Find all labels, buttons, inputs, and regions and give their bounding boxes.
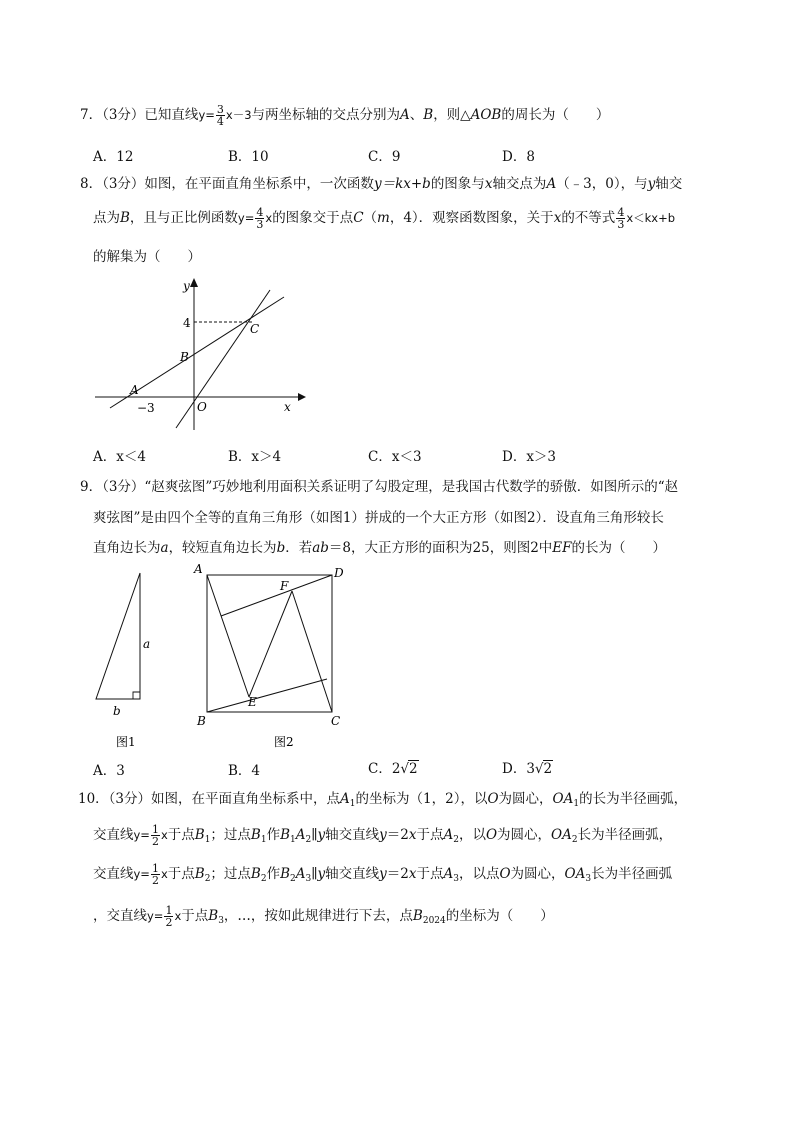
q9-figure-2 xyxy=(185,560,355,755)
q8-label-4: 4 xyxy=(183,316,191,330)
q9-segment-af xyxy=(207,575,249,697)
q8-label-c: C xyxy=(250,322,260,336)
q7-stem: 7．（3分）已知直线y= $\frac{3}{4}$ x－3与两坐标轴的交点分别为A、B，则△AOB的周长为（ ） xyxy=(80,103,610,128)
q8-x-arrow xyxy=(298,393,306,401)
q8-fraction: $\frac{4}{3}$ xyxy=(256,206,264,231)
q7-option-b[interactable]: B．10 xyxy=(228,149,269,165)
q9-fig2-label-d: D xyxy=(334,566,344,580)
q7-eq-rest: x－3 xyxy=(225,108,252,122)
q9-option-d-sqrt-icon: √ xyxy=(534,761,544,777)
q9-option-c-sqrt-icon: √ xyxy=(400,761,410,777)
q8-label-b: B xyxy=(180,350,189,364)
q10-stem-line1: 10．（3分）如图，在平面直角坐标系中，点$A_1$的坐标为（1，2），以O为圆心，$OA_1$的长为半径画弧， xyxy=(78,791,688,809)
q9-stem-line2: 爽弦图”是由四个全等的直角三角形（如图1）拼成的一个大正方形（如图2）．设直角三角形较长 xyxy=(93,510,664,526)
q8-y-arrow xyxy=(190,278,198,287)
q8-label-x: x xyxy=(284,400,291,414)
q9-segment-dh xyxy=(221,575,332,616)
q8-option-c[interactable]: C．x＜3 xyxy=(368,449,422,465)
q7-option-c[interactable]: C．9 xyxy=(368,149,401,165)
q8-label-o: O xyxy=(197,400,207,414)
q9-option-b[interactable]: B．4 xyxy=(228,763,261,779)
q8-line-4-3x xyxy=(176,290,270,428)
q7-option-d[interactable]: D．8 xyxy=(502,149,535,165)
q9-big-square xyxy=(207,575,332,712)
q9-option-a[interactable]: A．3 xyxy=(93,763,125,779)
q8-label-neg3: −3 xyxy=(137,401,155,415)
q7-eq-y: y= xyxy=(198,108,215,122)
q10-stem-line2: 交直线y= $\frac{1}{2}$ x于点$B_1$；过点$B_1$作$B_1A_2\parallel y$轴交直线y＝2x于点$A_2$，以O为圆心，$OA_2$长为半径画弧， xyxy=(93,823,673,848)
q10-stem-line3: 交直线y= $\frac{1}{2}$ x于点$B_2$；过点$B_2$作$B_2A_3\parallel y$轴交直线y＝2x于点$A_3$，以点O为圆心，$OA_3$长为半径画弧 xyxy=(93,862,673,887)
q8-option-b[interactable]: B．x＞4 xyxy=(228,449,282,465)
q9-segment-ef xyxy=(249,591,292,697)
q9-right-triangle xyxy=(96,573,140,699)
q8-label-a: A xyxy=(130,383,139,397)
q8-stem-line3: 的解集为（ ） xyxy=(93,249,201,265)
q9-stem-line1: 9．（3分）“赵爽弦图”巧妙地利用面积关系证明了勾股定理，是我国古代数学的骄傲．如图所示的“赵 xyxy=(80,479,679,495)
q10-stem-line4: ，交直线y= $\frac{1}{2}$ x于点$B_3$，…，按如此规律进行下去，点$B_{2024}$的坐标为（ ） xyxy=(93,904,554,929)
q9-option-d[interactable]: D．3√2 xyxy=(502,761,553,777)
q7-option-a[interactable]: A．12 xyxy=(93,149,134,165)
q10-fraction-1: $\frac{1}{2}$ xyxy=(151,823,159,848)
q8-graph xyxy=(90,275,310,435)
q9-fig2-label-a: A xyxy=(194,562,203,576)
q9-segment-cd xyxy=(292,591,332,712)
q8-stem-line2: 点为B，且与正比例函数y= $\frac{4}{3}$ x的图象交于点C（m，4）．观察函数图象，关于x的不等式 $\frac{4}{3}$ x＜kx+b xyxy=(93,206,676,231)
q8-stem-line1: 8．（3分）如图，在平面直角坐标系中，一次函数y＝kx+b的图象与x轴交点为A（﹣3，0），与y轴交 xyxy=(80,176,683,192)
q9-option-c[interactable]: C．2√2 xyxy=(368,761,418,777)
q9-fig2-caption: 图2 xyxy=(274,735,294,749)
q9-right-angle-mark xyxy=(133,692,140,699)
q8-option-a[interactable]: A．x＜4 xyxy=(93,449,146,465)
q7-number-text: 7．（3分）已知直线 xyxy=(80,107,199,123)
q9-fig1-label-b: b xyxy=(113,704,121,718)
q9-fig2-label-c: C xyxy=(331,714,341,728)
q8-option-d[interactable]: D．x＞3 xyxy=(502,449,557,465)
q8-label-y: y xyxy=(183,279,190,293)
q9-fig1-label-a: a xyxy=(143,637,151,651)
q10-fraction-2: $\frac{1}{2}$ xyxy=(151,862,159,887)
q8-ineq-fraction: $\frac{4}{3}$ xyxy=(617,206,625,231)
q10-fraction-3: $\frac{1}{2}$ xyxy=(165,904,173,929)
q9-fig2-label-e: E xyxy=(248,695,257,709)
q9-fig1-caption: 图1 xyxy=(116,735,136,749)
q9-stem-line3: 直角边长为a，较短直角边长为b．若ab＝8，大正方形的面积为25，则图2中EF的长为（ ） xyxy=(93,540,667,556)
q9-segment-bf xyxy=(207,679,327,712)
q7-fraction: $\frac{3}{4}$ xyxy=(216,103,224,128)
q9-fig2-label-b: B xyxy=(197,714,206,728)
q9-fig2-label-f: F xyxy=(280,579,289,593)
q9-figure-1 xyxy=(85,565,160,755)
